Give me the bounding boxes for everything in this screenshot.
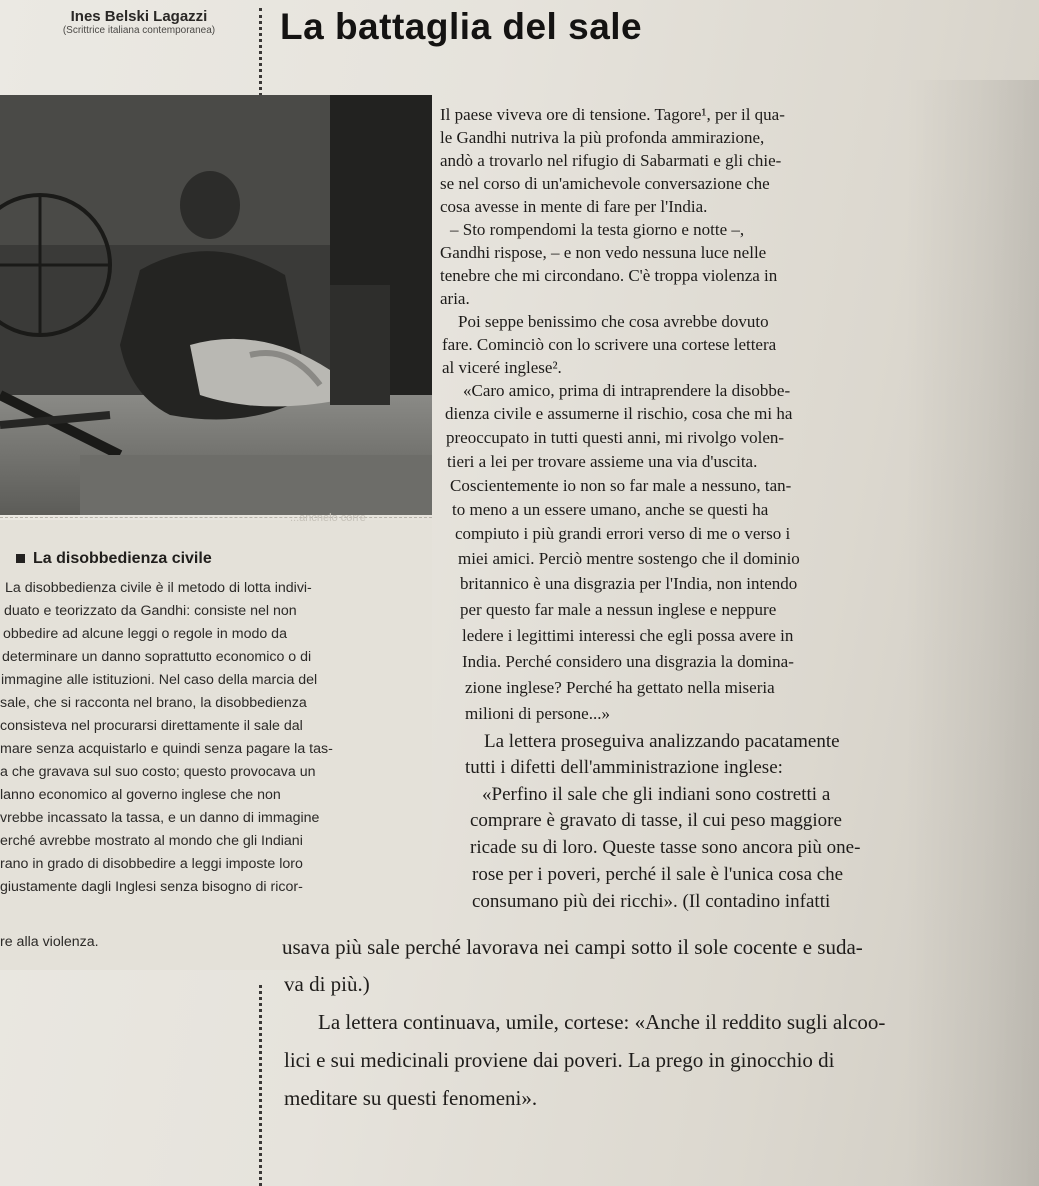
article-line: va di più.) [284,972,370,996]
article-line: usava più sale perché lavorava nei campi sotto il sole cocente e suda- [282,935,863,959]
margin-dotted-rule-top [259,8,262,103]
article-line: «Caro amico, prima di intraprendere la disobbe- [463,381,791,400]
author-block [20,8,258,36]
article-line: tenebre che mi circondano. C'è troppa violenza in [440,266,778,285]
sidebar-line: a che gravava sul suo costo; questo provocava un [0,764,316,780]
sidebar-line: immagine alle istituzioni. Nel caso della marcia del [1,672,318,688]
sidebar-line: giustamente dagli Inglesi senza bisogno di ricor- [0,879,303,895]
page-title: La battaglia del sale [280,6,643,47]
article-line: dienza civile e assumerne il rischio, cosa che mi ha [445,404,793,423]
article-line: tieri a lei per trovare assieme una via d'uscita. [447,452,758,471]
article-line: La lettera proseguiva analizzando pacatamente [484,731,840,752]
sidebar-line: mare senza acquistarlo e quindi senza pagare la tas- [0,741,333,757]
article-line: Gandhi rispose, – e non vedo nessuna luce nelle [440,243,767,262]
margin-dotted-rule-bottom [259,985,262,1186]
article-line: Il paese viveva ore di tensione. Tagore¹, per il qua- [440,105,785,124]
article-line: lici e sui medicinali proviene dai poveri. La prego in ginocchio di [284,1048,835,1072]
sidebar-line: obbedire ad alcune leggi o regole in modo da [3,626,287,642]
sidebar-line: re alla violenza. [0,934,99,950]
sidebar-box [0,520,432,970]
article-line: per questo far male a nessun inglese e neppure [460,600,777,619]
article-line: Coscientemente io non so far male a nessuno, tan- [450,476,792,495]
article-line: aria. [440,289,470,308]
author-role: (Scrittrice italiana contemporanea) [62,25,216,36]
photo-caption-faded: ...ancnelo corre [290,512,366,524]
article-line: miei amici. Perciò mentre sostengo che il dominio [458,549,800,568]
square-bullet-icon [16,554,25,563]
article-line: britannico è una disgrazia per l'India, non intendo [460,574,798,593]
sidebar-line: determinare un danno soprattutto economico o di [2,649,312,665]
sidebar-line: lanno economico al governo inglese che non [0,787,281,803]
sidebar-heading [16,550,212,568]
sidebar-line: consisteva nel procurarsi direttamente il sale dal [0,718,303,734]
article-line: to meno a un essere umano, anche se questi ha [452,500,769,519]
photo-illustration [0,95,432,515]
article-line: – Sto rompendomi la testa giorno e notte –, [450,220,745,239]
article-line: comprare è gravato di tasse, il cui peso maggiore [470,810,842,831]
article-line: preoccupato in tutti questi anni, mi rivolgo volen- [446,428,785,447]
author-name: Ines Belski Lagazzi [70,8,208,25]
page-curve-shadow [905,80,1039,1186]
gandhi-photograph [0,95,432,515]
article-line: fare. Cominciò con lo scrivere una cortese lettera [442,335,777,354]
article-line: le Gandhi nutriva la più profonda ammirazione, [440,128,765,147]
article-line: compiuto i più grandi errori verso di me o verso i [455,524,791,543]
sidebar-line: sale, che si racconta nel brano, la disobbedienza [0,695,307,711]
article-line: cosa avesse in mente di fare per l'India. [440,197,708,216]
article-line: La lettera continuava, umile, cortese: «Anche il reddito sugli alcoo- [318,1010,886,1034]
article-line: al viceré inglese². [442,358,562,377]
article-line: milioni di persone...» [465,704,610,723]
article-line: zione inglese? Perché ha gettato nella miseria [465,678,775,697]
article-line: «Perfino il sale che gli indiani sono costretti a [482,784,831,805]
article-line: tutti i difetti dell'amministrazione inglese: [465,757,783,778]
article-line: se nel corso di un'amichevole conversazione che [440,174,770,193]
sidebar-line: erché avrebbe mostrato al mondo che gli Indiani [0,833,303,849]
article-line: Poi seppe benissimo che cosa avrebbe dovuto [458,312,769,331]
article-line: andò a trovarlo nel rifugio di Sabarmati e gli chie- [440,151,782,170]
article-line: ledere i legittimi interessi che egli possa avere in [462,626,794,645]
sidebar-line: duato e teorizzato da Gandhi: consiste nel non [4,603,297,619]
sidebar-heading-text: La disobbedienza civile [33,550,212,567]
photo-caption-strip [0,512,432,526]
article-line: meditare su questi fenomeni». [284,1086,538,1110]
article-line: consumano più dei ricchi». (Il contadino infatti [472,891,831,912]
article-line: rose per i poveri, perché il sale è l'unica cosa che [472,864,844,885]
sidebar-line: rano in grado di disobbedire a leggi imposte loro [0,856,303,872]
sidebar-line: La disobbedienza civile è il metodo di lotta indivi- [5,580,312,596]
article-line: ricade su di loro. Queste tasse sono ancora più one- [470,837,861,858]
sidebar-line: vrebbe incassato la tassa, e un danno di immagine [0,810,320,826]
article-line: India. Perché considero una disgrazia la domina- [462,652,794,671]
